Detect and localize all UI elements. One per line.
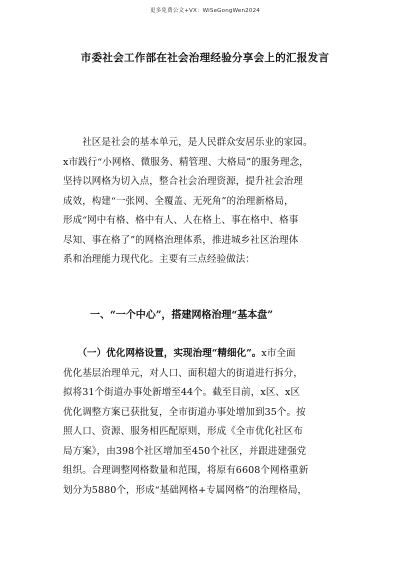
paragraph-line: 形成“网中有格、格中有人、人在格上、事在格中、格事 [63,215,299,226]
intro-paragraph [63,133,363,270]
subsection-paragraph [63,344,363,500]
paragraph-line: 尽知、事在格了”的网格治理体系，推进城乡社区治理体 [63,234,299,246]
paragraph-line: 成效，构建“一张网、全覆盖、无死角”的治理新格局， [63,195,294,207]
paragraph-line: x市践行“小网格、微服务、精管理、大格局”的服务理念， [63,156,309,168]
paragraph-line: 坚持以网格为切入点，整合社会治理资源，提升社会治理 [63,176,304,187]
paragraph-line: 组织。合理调整网格数量和范围，将原有6608个网格重新 [63,465,309,476]
document-title: 市委社会工作部在社会治理经验分享会上的汇报发言 [80,52,330,64]
paragraph-line: 划分为5880个，形成“基础网格+专属网格”的治理格局， [63,484,308,496]
paragraph-line: 社区是社会的基本单元，是人民群众安居乐业的家园。 [63,137,313,148]
paragraph-line: 优化基层治理单元，对人口、面积超大的街道进行拆分， [63,367,304,379]
paragraph-line: 优化调整方案已获批复，全市街道办事处增加到35个。按 [63,406,306,418]
paragraph-line: 照人口、资源、服务相匹配原则，形成《全市优化社区布 [63,426,304,437]
subsection-heading: （一）优化网格设置，实现治理“精细化”。 [82,348,262,359]
header-watermark: 更多免费公文+VX：WiSeGongWen2024 [150,8,260,14]
subsection-first-line-rest: x市全面 [261,348,296,359]
section-heading: 一、“一个中心”，搭建网格治理“基本盘” [90,310,274,321]
paragraph-line: 局方案》，由398个社区增加至450个社区，并跟进建强党 [63,445,307,457]
paragraph-line: 拟将31个街道办事处新增至44个。截至目前，x区、x区 [63,387,301,398]
subsection-first-line [63,344,363,364]
paragraph-line: 系和治理能力现代化。主要有三点经验做法： [63,254,256,265]
